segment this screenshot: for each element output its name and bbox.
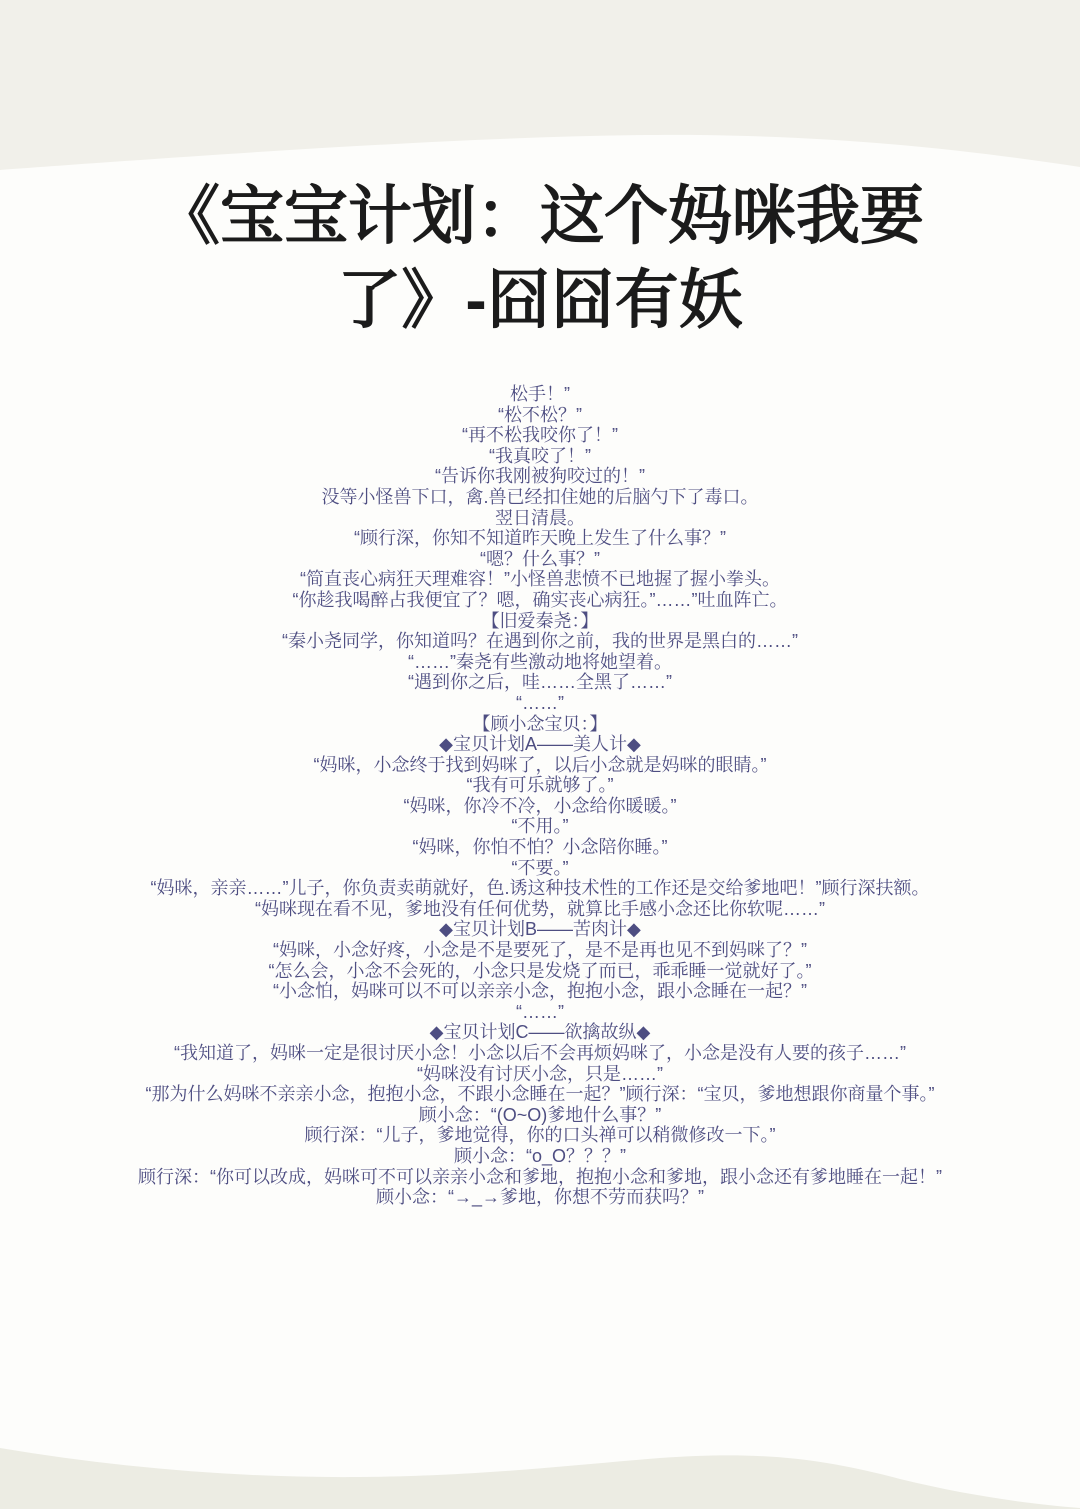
novel-line: 顾小念：“(O~O)爹地什么事？” xyxy=(418,1104,662,1125)
novel-line: “告诉你我刚被狗咬过的！” xyxy=(435,466,645,487)
novel-line: “我有可乐就够了。” xyxy=(466,775,614,796)
novel-line: ◆宝贝计划C——欲擒故纵◆ xyxy=(429,1022,651,1043)
novel-line: “我真咬了！” xyxy=(489,445,591,466)
novel-line: ◆宝贝计划B——苦肉计◆ xyxy=(439,919,641,940)
novel-line: “不要。” xyxy=(511,857,569,878)
novel-line: 【旧爱秦尧：】 xyxy=(481,610,599,631)
novel-line: “不用。” xyxy=(511,816,569,837)
novel-line: “妈咪现在看不见，爹地没有任何优势，就算比手感小念还比你软呢……” xyxy=(255,898,825,919)
novel-line: 翌日清晨。 xyxy=(495,507,585,528)
novel-line: “秦小尧同学，你知道吗？在遇到你之前，我的世界是黑白的……” xyxy=(282,631,798,652)
novel-line: “再不松我咬你了！” xyxy=(462,425,618,446)
novel-line: “遇到你之后，哇……全黑了……” xyxy=(408,672,672,693)
novel-line: “简直丧心病狂天理难容！”小怪兽悲愤不已地握了握小拳头。 xyxy=(300,569,780,590)
novel-line: “小念怕，妈咪可以不可以亲亲小念，抱抱小念，跟小念睡在一起？” xyxy=(273,981,807,1002)
novel-line: 没等小怪兽下口，禽.兽已经扣住她的后脑勺下了毒口。 xyxy=(321,486,759,507)
top-wave-decoration xyxy=(0,0,1080,190)
novel-line: “妈咪，你怕不怕？小念陪你睡。” xyxy=(412,837,668,858)
novel-line: “妈咪，小念好疼，小念是不是要死了，是不是再也见不到妈咪了？” xyxy=(273,940,807,961)
novel-line: “妈咪没有讨厌小念，只是……” xyxy=(417,1063,663,1084)
novel-excerpt xyxy=(0,384,1080,1208)
novel-line: 顾小念：“o_O？？？” xyxy=(453,1145,626,1166)
novel-line: “……” xyxy=(516,1001,564,1022)
novel-line: “松不松？” xyxy=(498,404,582,425)
novel-line: “顾行深，你知不知道昨天晚上发生了什么事？” xyxy=(354,528,726,549)
novel-line: “妈咪，小念终于找到妈咪了，以后小念就是妈咪的眼睛。” xyxy=(313,754,767,775)
novel-line: 顾行深：“儿子，爹地觉得，你的口头禅可以稍微修改一下。” xyxy=(304,1125,776,1146)
novel-line: “那为什么妈咪不亲亲小念，抱抱小念，不跟小念睡在一起？”顾行深：“宝贝，爹地想跟你商量个事。” xyxy=(145,1084,935,1105)
novel-line: 顾小念：“→_→爹地，你想不劳而获吗？” xyxy=(376,1187,704,1208)
novel-line: “我知道了，妈咪一定是很讨厌小念！小念以后不会再烦妈咪了，小念是没有人要的孩子……” xyxy=(174,1043,906,1063)
novel-line: “……”秦尧有些激动地将她望着。 xyxy=(408,651,672,672)
book-title xyxy=(130,174,950,342)
bottom-wave-decoration xyxy=(0,1434,1080,1509)
book-title-text: 《宝宝计划：这个妈咪我要了》-囧囧有妖 xyxy=(156,180,924,336)
novel-line: 顾行深：“你可以改成，妈咪可不可以亲亲小念和爹地，抱抱小念和爹地，跟小念还有爹地睡在一起！” xyxy=(138,1166,942,1187)
novel-line: “妈咪，亲亲……”儿子，你负责卖萌就好，色.诱这种技术性的工作还是交给爹地吧！”顾行深扶额。 xyxy=(150,878,930,899)
novel-line: “你趁我喝醉占我便宜了？嗯，确实丧心病狂。”……”吐血阵亡。 xyxy=(292,589,788,610)
novel-line: 【顾小念宝贝：】 xyxy=(472,713,608,734)
novel-line: 松手！” xyxy=(510,384,570,404)
novel-line: ◆宝贝计划A——美人计◆ xyxy=(439,734,641,755)
novel-line: “嗯？什么事？” xyxy=(480,548,600,569)
novel-line: “……” xyxy=(516,692,564,713)
novel-line: “妈咪，你冷不冷，小念给你暖暖。” xyxy=(403,795,677,816)
novel-line: “怎么会，小念不会死的，小念只是发烧了而已，乖乖睡一觉就好了。” xyxy=(268,960,812,981)
